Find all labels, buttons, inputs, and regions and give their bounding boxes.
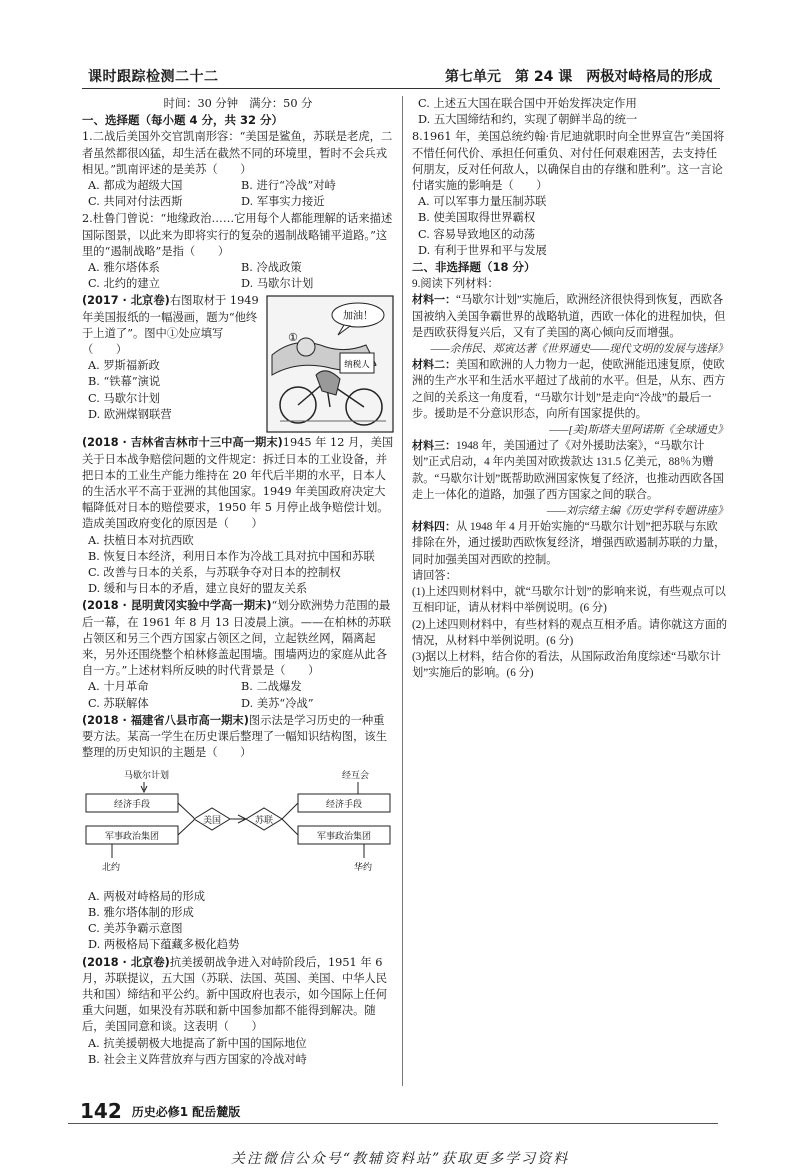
question-8 [412,129,728,259]
footer-divider [68,1123,718,1124]
material-3 [412,438,728,503]
q8-option-a[interactable]: A. 可以军事力量压制苏联 [418,195,547,209]
left-column [82,96,394,1068]
question-2 [82,211,394,292]
diagram-nato: 北约 [102,862,121,873]
question-3 [82,293,394,423]
q1-option-d[interactable]: D. 军事实力接近 [241,195,325,209]
q7-stem: 抗美援朝战争进入对峙阶段后，1951 年 6 月，苏联提议，五大国（苏联、法国、英国、美国、中华人民共和国）缔结和平公约。新中国政府也表示，如今国际上任何重大问题，如果没有苏联和新中国参加都不能得到解决。随后，美国同意和谈。这表明（ ） [82,955,388,1034]
book-title: 历史必修1 配岳麓版 [131,1104,241,1119]
diagram-ussr: 苏联 [254,815,274,826]
q6-option-b[interactable]: B. 雅尔塔体制的形成 [88,905,194,919]
question-9 [412,276,728,681]
diagram-economic-right: 经济手段 [325,799,363,810]
q9-sub-3: (3)据以上材料，结合你的看法，从国际政治角度综述“马歇尔计划”实施后的影响。(6 分) [412,650,721,680]
q1-option-b[interactable]: B. 进行“冷战”对峙 [241,179,336,193]
q3-source: (2017 · 北京卷) [82,294,170,308]
material-2 [412,357,728,422]
q3-option-a[interactable]: A. 罗斯福新政 [88,359,160,373]
q5-source: (2018 · 昆明黄冈实验中学高一期末) [82,599,272,613]
cartoon-bag-label: 纳税人 [344,360,370,371]
section-2-title: 二、非选择题（18 分） [412,260,536,275]
diagram-comecon: 经互会 [342,770,370,781]
diagram-military-left: 军事政治集团 [104,831,160,842]
q5-option-b[interactable]: B. 二战爆发 [241,680,302,694]
q6-source: (2018 · 福建省八县市高一期末) [82,713,249,727]
header-title: 课时跟踪检测二十二 [88,69,219,85]
q8-option-d[interactable]: D. 有利于世界和平与发展 [418,243,547,257]
question-6 [82,713,394,954]
column-divider [402,96,403,1086]
material-1-text: “马歇尔计划”实施后，欧洲经济很快得到恢复，西欧各国被纳入美国争霸世界的战略轨道，西欧一体化的进程加快，但是西欧获得复兴后，又有了美国的离心倾向反而增强。 [412,294,726,339]
q5-option-c[interactable]: C. 苏联解体 [88,696,149,710]
material-1-cite: ——余伟民、郑寅达著《世界通史——现代文明的发展与选择》 [430,343,728,356]
cartoon-image [266,295,394,433]
header-divider [82,88,720,89]
q5-option-d[interactable]: D. 美苏“冷战” [241,696,314,710]
diagram-marshall: 马歇尔计划 [124,770,170,781]
q7-option-c[interactable]: C. 上述五大国在联合国中开始发挥决定作用 [418,97,637,110]
material-2-text: 美国和欧洲的人力物力一起，使欧洲能迅速复原，使欧洲的生产水平和生活水平超过了战前的水平。但是，从东、西方之间的关系这一角度看，“马歇尔计划”是走向“冷战”的最后一步。援助是不分意识形态，向所有国家提供的。 [412,359,726,420]
question-2-text: 2.杜鲁门曾说：“地缘政治……它用每个人都能理解的话来描述国际图景，以此来为即将实行的复杂的遏制战略铺平道路。”这里的“遏制战略”是指（ ） [82,212,393,258]
diagram-usa: 美国 [202,815,222,826]
cartoon-mark: ① [288,331,298,345]
material-2-label: 材料二： [412,358,456,372]
page-footer [80,1099,240,1123]
diagram-military-right: 军事政治集团 [316,831,372,842]
wechat-note: 关注微信公众号“教辅资料站”获取更多学习资料 [230,1151,570,1167]
question-1-text: 1.二战后美国外交官凯南形容：“美国是鲨鱼，苏联是老虎，二者虽然都很凶猛，却生活在截然不同的环境里，暂时不会兵戎相见。”凯南评述的是美苏（ ） [82,130,393,176]
q9-sub-2: (2)上述四则材料中，有些材料的观点互相矛盾。请你就这方面的情况，从材料中举例说明。(6 分) [412,618,728,647]
diagram-warsaw: 华约 [354,862,373,873]
q6-option-c[interactable]: C. 美苏争霸示意图 [88,922,183,936]
knowledge-diagram [82,766,394,878]
material-2-cite: ——[美]斯塔夫里阿诺斯《全球通史》 [549,424,728,437]
q3-stem: 右图取材于 1949 年美国报纸的一幅漫画，题为“他终于上道了”。图中①处应填写（ ） [82,294,259,357]
q8-option-c[interactable]: C. 容易导致地区的动荡 [418,227,536,241]
q6-option-a[interactable]: A. 两极对峙格局的形成 [88,889,206,903]
question-7 [82,955,394,1068]
material-3-cite: ——刘宗绪主编《历史学科专题讲座》 [546,505,728,518]
time-limit: 时间：30 分钟 满分：50 分 [163,97,313,110]
q9-sub-1: (1)上述四则材料中，就“马歇尔计划”的影响来说，有些观点可以互相印证，请从材料中举例说明。(6 分) [412,586,726,615]
question-5-text [82,598,394,679]
right-column [412,96,728,681]
q4-option-d[interactable]: D. 缓和与日本的矛盾，建立良好的盟友关系 [88,582,308,596]
q5-option-a[interactable]: A. 十月革命 [88,680,149,694]
question-6-text [82,713,394,762]
page-number: 142 [80,1099,122,1123]
q4-stem: 1945 年 12 月，美国关于日本战争赔偿问题的文件规定：拆迁日本的工业设备，并把日本的工业生产能力维持在 20 年代后半期的水平，日本人的生活水平不高于亚洲的其他国家。1949 年美国政府决定大幅降低对日本的赔偿要求，1950 年 5 月停止战争赔偿计划。造成美国政府变化的原因是（ ） [82,436,394,531]
q3-option-c[interactable]: C. 马歇尔计划 [88,391,160,405]
q4-option-b[interactable]: B. 恢复日本经济，利用日本作为冷战工具对抗中国和苏联 [88,549,375,563]
material-3-label: 材料三： [412,439,456,453]
q1-option-c[interactable]: C. 共同对付法西斯 [88,195,183,209]
q2-option-a[interactable]: A. 雅尔塔体系 [88,261,160,275]
q7-option-a[interactable]: A. 抗美援朝极大地提高了新中国的国际地位 [88,1036,307,1050]
q5-stem: “划分欧洲势力范围的最后一幕，在 1961 年 8 月 13 日凌晨上演。——在柏林的苏联占领区和另三个西方国家占领区之间，立起铁丝网，隔离起来，另外还围绕整个柏林修盖起围墙。围墙两边的家庭从此各自一方。”上述材料所反映的时代背景是（ ） [82,599,392,678]
q4-option-c[interactable]: C. 改善与日本的关系，与苏联争夺对日本的控制权 [88,566,341,580]
q4-option-a[interactable]: A. 扶植日本对抗西欧 [88,533,194,547]
section-1-title: 一、选择题（每小题 4 分，共 32 分） [82,113,284,128]
cartoon-speech: 加油！ [343,311,373,323]
q7-option-d[interactable]: D. 五大国缔结和约，实现了朝鲜半岛的统一 [418,113,638,127]
question-4-text [82,435,394,532]
q2-option-c[interactable]: C. 北约的建立 [88,277,160,291]
diagram-economic-left: 经济手段 [113,799,151,810]
material-1-label: 材料一： [412,293,456,307]
material-4 [412,519,728,568]
q3-option-b[interactable]: B. “铁幕”演说 [88,375,161,389]
q9-intro: 9.阅读下列材料： [412,278,499,291]
question-7-text [82,955,394,1036]
header-unit: 第七单元 第 24 课 两极对峙格局的形成 [445,69,713,85]
material-4-label: 材料四： [412,520,456,534]
q3-option-d[interactable]: D. 欧洲煤钢联营 [88,407,172,421]
question-1 [82,129,394,210]
q2-option-d[interactable]: D. 马歇尔计划 [241,277,314,291]
material-3-text: 1948 年，美国通过了《对外援助法案》，“马歇尔计划”正式启动，4 年内美国对欧拨款达 131.5 亿美元，88％为赠款。“马歇尔计划”既帮助欧洲国家恢复了经济，也推动西欧各国走上一体化的道路，加强了西方国家之间的联合。 [412,440,724,501]
q9-ask: 请回答： [412,569,457,582]
q2-option-b[interactable]: B. 冷战政策 [241,261,302,275]
q8-option-b[interactable]: B. 使美国取得世界霸权 [418,211,536,225]
question-4 [82,435,394,597]
question-5 [82,598,394,711]
material-1 [412,292,728,341]
q6-option-d[interactable]: D. 两极格局下蕴藏多极化趋势 [88,938,240,952]
q7-source: (2018 · 北京卷) [82,955,170,969]
q6-stem: 图示法是学习历史的一种重要方法。某高一学生在历史课后整理了一幅知识结构图，该生整理的历史知识的主题是（ ） [82,713,388,760]
q4-source: (2018 · 吉林省吉林市十三中高一期末) [82,436,283,450]
q7-option-b[interactable]: B. 社会主义阵营放弃与西方国家的冷战对峙 [88,1052,307,1066]
q1-option-a[interactable]: A. 都成为超级大国 [88,179,183,193]
material-4-text: 从 1948 年 4 月开始实施的“马歇尔计划”把苏联与东欧排除在外，通过援助西欧恢复经济，增强西欧遏制苏联的力量，同时加强美国对西欧的控制。 [412,521,726,566]
question-8-text: 8.1961 年，美国总统约翰·肯尼迪就职时向全世界宣告“美国将不惜任何代价、承担任何重负、对付任何艰难困苦，去支持任何朋友，反对任何敌人，以确保自由的存继和胜利”。这一言论付诸实施的影响是（ ） [412,130,725,193]
